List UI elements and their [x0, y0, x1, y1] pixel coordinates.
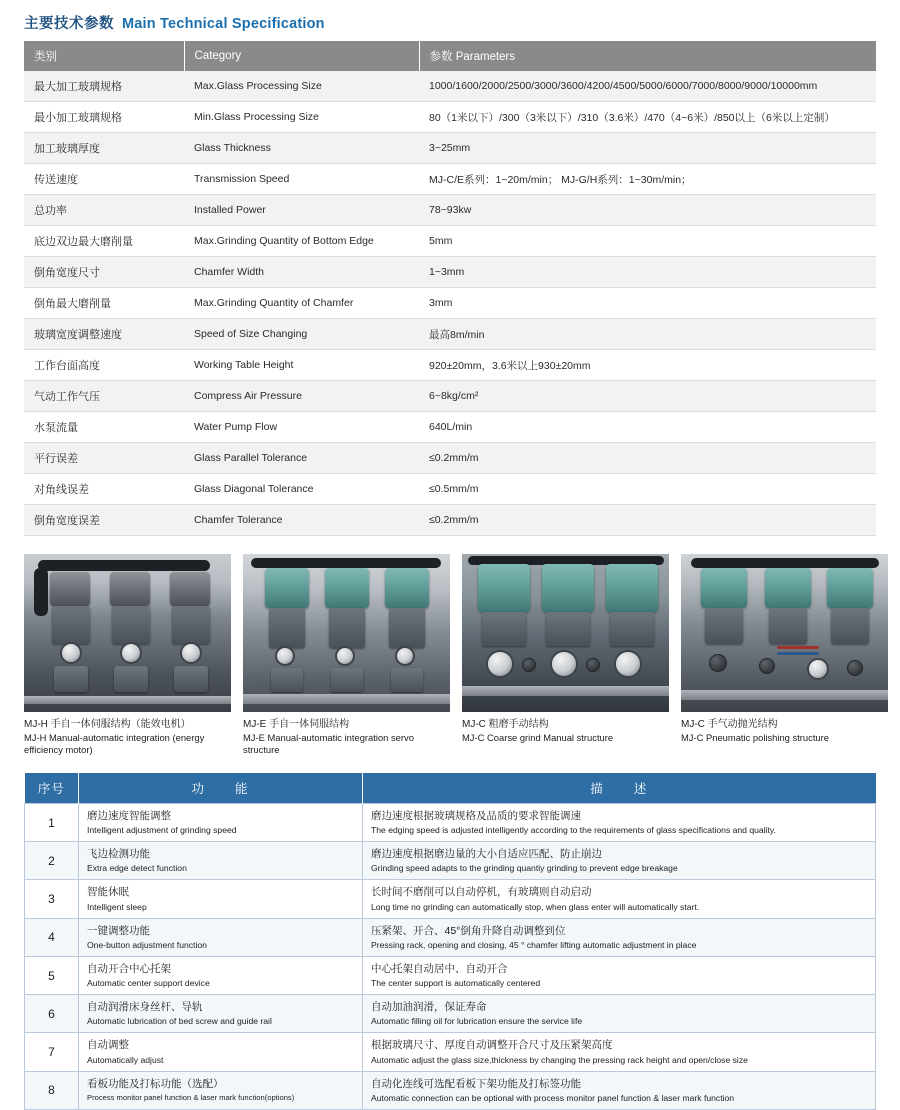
spec-table-header-row	[24, 41, 876, 71]
func-name	[79, 803, 363, 841]
table-row	[24, 350, 876, 381]
func-desc-cn: 磨边速度根据磨边量的大小自适应匹配、防止崩边	[371, 848, 602, 861]
spec-table	[24, 41, 876, 536]
func-name-cn: 智能休眠	[87, 886, 129, 899]
spec-value: 1~3mm	[419, 257, 876, 288]
func-desc-en: Automatic filling oil for lubrication ensure the service life	[371, 1016, 583, 1027]
table-row	[24, 133, 876, 164]
spec-name-cn: 平行误差	[24, 443, 184, 474]
spec-name-cn: 最小加工玻璃规格	[24, 102, 184, 133]
func-name	[79, 880, 363, 918]
table-row	[24, 102, 876, 133]
func-desc-en: Automatic adjust the glass size,thickness by changing the pressing rack height and open/close size	[371, 1054, 748, 1065]
spec-value: 最高8m/min	[419, 319, 876, 350]
spec-value: 920±20mm，3.6米以上930±20mm	[419, 350, 876, 381]
table-row	[24, 71, 876, 102]
photo-caption-en: MJ-C Pneumatic polishing structure	[681, 731, 829, 743]
table-row	[24, 226, 876, 257]
spec-header-category-en: Category	[184, 41, 419, 71]
func-name-en: One-button adjustment function	[87, 939, 207, 950]
spec-name-cn: 工作台面高度	[24, 350, 184, 381]
func-name-en: Intelligent adjustment of grinding speed	[87, 825, 237, 836]
spec-name-en: Speed of Size Changing	[184, 319, 419, 350]
func-desc-cn: 长时间不磨削可以自动停机，有玻璃则自动启动	[371, 886, 592, 899]
photo-caption	[462, 718, 669, 744]
func-name-cn: 自动调整	[87, 1039, 129, 1052]
func-name-en: Automatically adjust	[87, 1054, 164, 1065]
spec-name-en: Chamfer Tolerance	[184, 505, 419, 536]
spec-name-cn: 气动工作气压	[24, 381, 184, 412]
func-name-en: Extra edge detect function	[87, 863, 187, 874]
spec-name-cn: 传送速度	[24, 164, 184, 195]
func-desc-cn: 中心托架自动居中、自动开合	[371, 962, 508, 975]
func-no: 3	[25, 880, 79, 918]
func-name	[79, 956, 363, 994]
table-row	[24, 288, 876, 319]
table-row	[24, 412, 876, 443]
spec-value: 3~25mm	[419, 133, 876, 164]
photo-caption-cn: MJ-C 粗磨手动结构	[462, 719, 549, 730]
spec-value: 5mm	[419, 226, 876, 257]
spec-value: 6~8kg/cm²	[419, 381, 876, 412]
func-desc-cn: 根据玻璃尺寸、厚度自动调整开合尺寸及压紧架高度	[371, 1039, 613, 1052]
spec-value: 80（1米以下）/300（3米以下）/310（3.6米）/470（4~6米）/850以上（6米以上定制）	[419, 102, 876, 133]
function-table-header-row	[25, 773, 876, 804]
photo-caption-cn: MJ-E 手自一体伺服结构	[243, 719, 350, 730]
func-name	[79, 918, 363, 956]
spec-name-cn: 最大加工玻璃规格	[24, 71, 184, 102]
spec-name-en: Max.Glass Processing Size	[184, 71, 419, 102]
spec-name-cn: 玻璃宽度调整速度	[24, 319, 184, 350]
photo-item	[462, 554, 669, 757]
func-desc-cn: 压紧架、开合、45°倒角升降自动调整到位	[371, 924, 566, 937]
spec-name-en: Chamfer Width	[184, 257, 419, 288]
function-table	[24, 773, 876, 1110]
machine-photo-3	[462, 554, 669, 712]
spec-name-en: Glass Parallel Tolerance	[184, 443, 419, 474]
spec-name-en: Max.Grinding Quantity of Chamfer	[184, 288, 419, 319]
spec-name-en: Transmission Speed	[184, 164, 419, 195]
func-no: 2	[25, 842, 79, 880]
func-name-cn: 看板功能及打标功能（选配）	[87, 1078, 224, 1091]
func-desc	[363, 1033, 876, 1071]
table-row	[25, 956, 876, 994]
spec-value: 78~93kw	[419, 195, 876, 226]
table-row	[24, 257, 876, 288]
spec-value: 1000/1600/2000/2500/3000/3600/4200/4500/5000/6000/7000/8000/9000/10000mm	[419, 71, 876, 102]
func-name	[79, 1071, 363, 1109]
table-row	[25, 995, 876, 1033]
func-name-en: Process monitor panel function & laser mark function(options)	[87, 1092, 295, 1102]
table-row	[25, 842, 876, 880]
table-row	[24, 474, 876, 505]
func-desc-en: Long time no grinding can automatically stop, when glass enter will automatically start.	[371, 901, 700, 912]
func-desc	[363, 842, 876, 880]
func-name-cn: 自动开合中心托架	[87, 962, 171, 975]
table-row	[24, 195, 876, 226]
func-desc	[363, 1071, 876, 1109]
table-row	[25, 918, 876, 956]
func-name-en: Automatic lubrication of bed screw and guide rail	[87, 1016, 272, 1027]
spec-value: 3mm	[419, 288, 876, 319]
spec-name-en: Glass Thickness	[184, 133, 419, 164]
func-name	[79, 1033, 363, 1071]
spec-value: ≤0.5mm/m	[419, 474, 876, 505]
func-name-cn: 磨边速度智能调整	[87, 809, 171, 822]
photo-caption	[24, 718, 231, 757]
table-row	[24, 505, 876, 536]
machine-photo-2	[243, 554, 450, 712]
func-name-cn: 一键调整功能	[87, 924, 150, 937]
spec-value: ≤0.2mm/m	[419, 443, 876, 474]
func-no: 5	[25, 956, 79, 994]
func-name	[79, 842, 363, 880]
func-desc	[363, 956, 876, 994]
machine-photo-1	[24, 554, 231, 712]
machine-photo-4	[681, 554, 888, 712]
spec-name-en: Glass Diagonal Tolerance	[184, 474, 419, 505]
spec-value: ≤0.2mm/m	[419, 505, 876, 536]
func-desc	[363, 880, 876, 918]
photo-caption	[681, 718, 888, 744]
func-desc-en: Grinding speed adapts to the grinding quantiy grinding to prevent edge breakage	[371, 863, 678, 874]
func-no: 1	[25, 803, 79, 841]
photo-item	[24, 554, 231, 757]
photo-caption-en: MJ-E Manual-automatic integration servo structure	[243, 731, 414, 756]
spec-value: 640L/min	[419, 412, 876, 443]
table-row	[24, 319, 876, 350]
photo-item	[681, 554, 888, 757]
func-desc-en: Automatic connection can be optional with process monitor panel function & laser mark function	[371, 1092, 735, 1103]
function-table-wrapper	[24, 773, 876, 1110]
spec-name-cn: 倒角宽度误差	[24, 505, 184, 536]
spec-name-en: Compress Air Pressure	[184, 381, 419, 412]
photo-caption-cn: MJ-C 手气动抛光结构	[681, 719, 778, 730]
spec-name-cn: 水泵流量	[24, 412, 184, 443]
func-header-description: 描 述	[363, 773, 876, 804]
func-name-en: Automatic center support device	[87, 978, 210, 989]
spec-name-cn: 底边双边最大磨削量	[24, 226, 184, 257]
photo-strip	[24, 554, 876, 757]
func-desc	[363, 803, 876, 841]
spec-name-cn: 倒角宽度尺寸	[24, 257, 184, 288]
func-no: 4	[25, 918, 79, 956]
func-name	[79, 995, 363, 1033]
table-row	[25, 803, 876, 841]
photo-caption-cn: MJ-H 手自一体伺服结构（能效电机）	[24, 719, 191, 730]
func-desc-cn: 自动加油润滑，保证寿命	[371, 1001, 487, 1014]
spec-name-en: Working Table Height	[184, 350, 419, 381]
func-name-cn: 飞边检测功能	[87, 848, 150, 861]
func-name-cn: 自动润滑床身丝杆、导轨	[87, 1001, 203, 1014]
spec-name-cn: 倒角最大磨削量	[24, 288, 184, 319]
func-no: 7	[25, 1033, 79, 1071]
table-row	[25, 1033, 876, 1071]
spec-header-category-cn: 类别	[24, 41, 184, 71]
table-row	[24, 381, 876, 412]
spec-name-cn: 对角线误差	[24, 474, 184, 505]
page-title-en: Main Technical Specification	[122, 16, 325, 32]
spec-name-en: Installed Power	[184, 195, 419, 226]
func-desc-cn: 磨边速度根据玻璃规格及品质的要求智能调速	[371, 809, 581, 822]
func-desc	[363, 995, 876, 1033]
page-title-cn: 主要技术参数	[24, 16, 114, 32]
photo-caption	[243, 718, 450, 757]
spec-name-en: Water Pump Flow	[184, 412, 419, 443]
func-desc-en: The edging speed is adjusted intelligently according to the requirements of glass specifications and quality.	[371, 825, 776, 836]
func-desc-en: Pressing rack, opening and closing, 45 ° chamfer lifting automatic adjustment in place	[371, 939, 697, 950]
spec-name-cn: 总功率	[24, 195, 184, 226]
spec-name-en: Max.Grinding Quantity of Bottom Edge	[184, 226, 419, 257]
table-row	[25, 1071, 876, 1109]
photo-item	[243, 554, 450, 757]
photo-caption-en: MJ-C Coarse grind Manual structure	[462, 731, 614, 743]
table-row	[25, 880, 876, 918]
spec-header-parameters: 参数 Parameters	[419, 41, 876, 71]
table-row	[24, 443, 876, 474]
func-no: 6	[25, 995, 79, 1033]
photo-caption-en: MJ-H Manual-automatic integration (energy efficiency motor)	[24, 731, 205, 756]
func-header-function: 功 能	[79, 773, 363, 804]
func-header-no: 序号	[25, 773, 79, 804]
spec-name-en: Min.Glass Processing Size	[184, 102, 419, 133]
func-no: 8	[25, 1071, 79, 1109]
spec-value: MJ-C/E系列：1~20m/min； MJ-G/H系列：1~30m/min；	[419, 164, 876, 195]
page-title	[0, 0, 900, 41]
func-desc	[363, 918, 876, 956]
spec-name-cn: 加工玻璃厚度	[24, 133, 184, 164]
func-name-en: Intelligent sleep	[87, 901, 147, 912]
table-row	[24, 164, 876, 195]
func-desc-cn: 自动化连线可选配看板下架功能及打标签功能	[371, 1077, 581, 1090]
func-desc-en: The center support is automatically centered	[371, 978, 541, 989]
